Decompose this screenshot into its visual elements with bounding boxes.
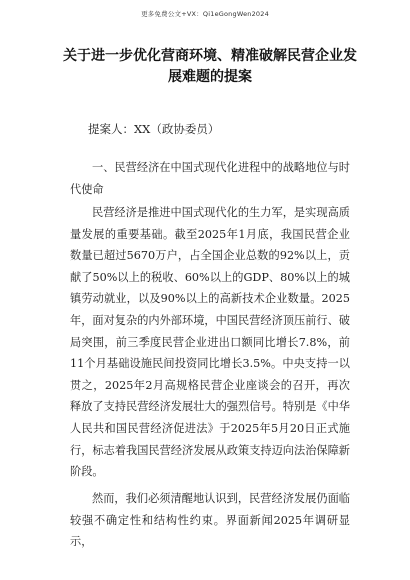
section-heading: 一、民营经济在中国式现代化进程中的战略地位与时代使命	[70, 161, 350, 196]
header-note: 更多免费公文+VX：Qi1eGongWen2024	[141, 10, 269, 18]
proposer-line: 提案人：XX（政协委员）	[88, 122, 220, 136]
paragraph: 然而，我们必须清醒地认识到，民营经济发展仍面临较强不确定性和结构性约束。界面新闻2025年调研显示，	[70, 492, 350, 549]
document-title: 关于进一步优化营商环境、精准破解民营企业发展难题的提案	[63, 48, 357, 85]
paragraph: 民营经济是推进中国式现代化的生力军，是实现高质量发展的重要基础。截至2025年1月底，我国民营企业数量已超过5670万户，占全国企业总数的92%以上，贡献了50%以上的税收、60%以上的GDP、80%以上的城镇劳动就业，以及90%以上的高新技术企业数量。2025年，面对复杂的内外部环境，中国民营经济顶压前行、破局突围，前三季度民营企业进出口额同比增长7.8%，前11个月基础设施民间投资同比增长3.5%。中央支持一以贯之，2025年2月高规格民营企业座谈会的召开，再次释放了支持民营经济发展壮大的强烈信号。特别是《中华人民共和国民营经济促进法》于2025年5月20日正式施行，标志着我国民营经济发展从政策支持迈向法治保障新阶段。	[70, 206, 350, 479]
